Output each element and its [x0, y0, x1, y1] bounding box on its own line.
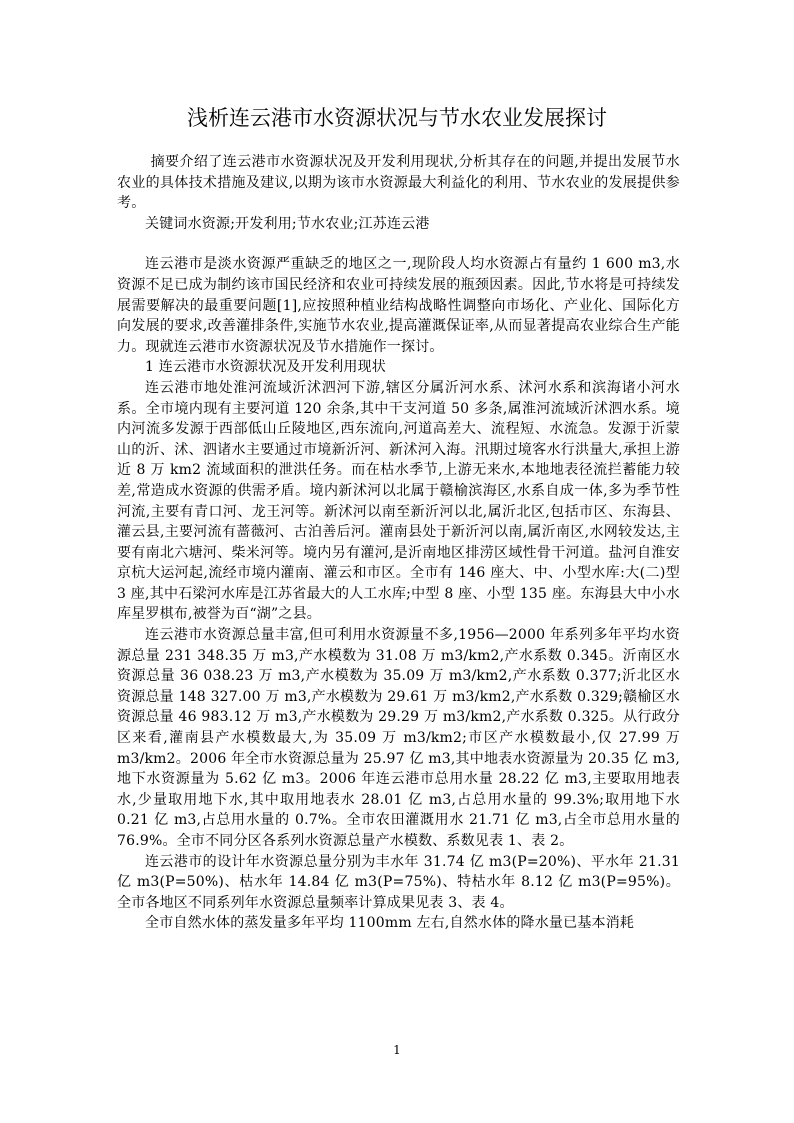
- document-body: [117, 152, 680, 934]
- keywords-paragraph: 关键词水资源;开发利用;节水农业;江苏连云港: [145, 215, 430, 232]
- body-paragraph: 连云港市水资源总量丰富,但可利用水资源量不多,1956—2000 年系列多年平均水资源总量 231 348.35 万 m3,产水模数为 31.08 万 m3/km2,产水系数 0.345。沂南区水资源总量 36 038.23 万 m3,产水模数为 35.09 万 m3/km2,产水系数 0.377;沂北区水资源总量 148 327.00 万 m3,产水模数为 29.61 万 m3/km2,产水系数 0.329;赣榆区水资源总量 46 983.12 万 m3,产水模数为 29.29 万 m3/km2,产水系数 0.325。从行政分区来看,灌南县产水模数最大,为 35.09 万 m3/km2;市区产水模数最小,仅 27.99 万 m3/km2。2006 年全市水资源总量为 25.97 亿 m3,其中地表水资源量为 20.35 亿 m3,地下水资源量为 5.62 亿 m3。2006 年连云港市总用水量 28.22 亿 m3,主要取用地表水,少量取用地下水,其中取用地表水 28.01 亿 m3,占总用水量的 99.3%;取用地下水 0.21 亿 m3,占总用水量的 0.7%。全市农田灌溉用水 21.71 亿 m3,占全市总用水量的 76.9%。全市不同分区各系列水资源总量产水模数、系数见表 1、表 2。: [117, 627, 680, 849]
- page-number: 1: [393, 1043, 401, 1057]
- body-paragraph: 连云港市的设计年水资源总量分别为丰水年 31.74 亿 m3(P=20%)、平水年 21.31 亿 m3(P=50%)、枯水年 14.84 亿 m3(P=75%)、特枯水年 8.12 亿 m3(P=95%)。全市各地区不同系列年水资源总量频率计算成果见表 3、表 4。: [117, 853, 680, 911]
- body-paragraph: 连云港市地处淮河流域沂沭泗河下游,辖区分属沂河水系、沭河水系和滨海诸小河水系。全市境内现有主要河道 120 余条,其中干支河道 50 多条,属淮河流域沂沭泗水系。境内河流多发源于西部低山丘陵地区,西东流向,河道高差大、流程短、水流急。发源于沂蒙山的沂、沭、泗诸水主要通过市境新沂河、新沭河入海。汛期过境客水行洪量大,承担上游近 8 万 km2 流域面积的泄洪任务。而在枯水季节,上游无来水,本地地表径流拦蓄能力较差,常造成水资源的供需矛盾。境内新沭河以北属于赣榆滨海区,水系自成一体,多为季节性河流,主要有青口河、龙王河等。新沭河以南至新沂河以北,属沂北区,包括市区、东海县、灌云县,主要河流有蔷薇河、古泊善后河。灌南县处于新沂河以南,属沂南区,水网较发达,主要有南北六塘河、柴米河等。境内另有灌河,是沂南地区排涝区域性骨干河道。盐河自淮安京杭大运河起,流经市境内灌南、灌云和市区。全市有 146 座大、中、小型水库:大(二)型 3 座,其中石梁河水库是江苏省最大的人工水库;中型 8 座、小型 135 座。东海县大中小水库星罗棋布,被誉为百“湖”之县。: [117, 379, 680, 623]
- section-heading: 1 连云港市水资源状况及开发利用现状: [145, 359, 386, 376]
- document-title: 浅析连云港市水资源状况与节水农业发展探讨: [187, 106, 607, 130]
- body-paragraph: 全市自然水体的蒸发量多年平均 1100mm 左右,自然水体的降水量已基本消耗: [145, 915, 635, 932]
- abstract-paragraph: 摘要介绍了连云港市水资源状况及开发利用现状,分析其存在的问题,并提出发展节水农业的具体技术措施及建议,以期为该市水资源最大利益化的利用、节水农业的发展提供参考。: [117, 154, 680, 212]
- intro-paragraph: 连云港市是淡水资源严重缺乏的地区之一,现阶段人均水资源占有量约 1 600 m3,水资源不足已成为制约该市国民经济和农业可持续发展的瓶颈因素。因此,节水将是可持续发展需要解决的最重要问题[1],应按照种植业结构战略性调整向市场化、产业化、国际化方向发展的要求,改善灌排条件,实施节水农业,提高灌溉保证率,从而显著提高农业综合生产能力。现就连云港市水资源状况及节水措施作一探讨。: [117, 256, 680, 355]
